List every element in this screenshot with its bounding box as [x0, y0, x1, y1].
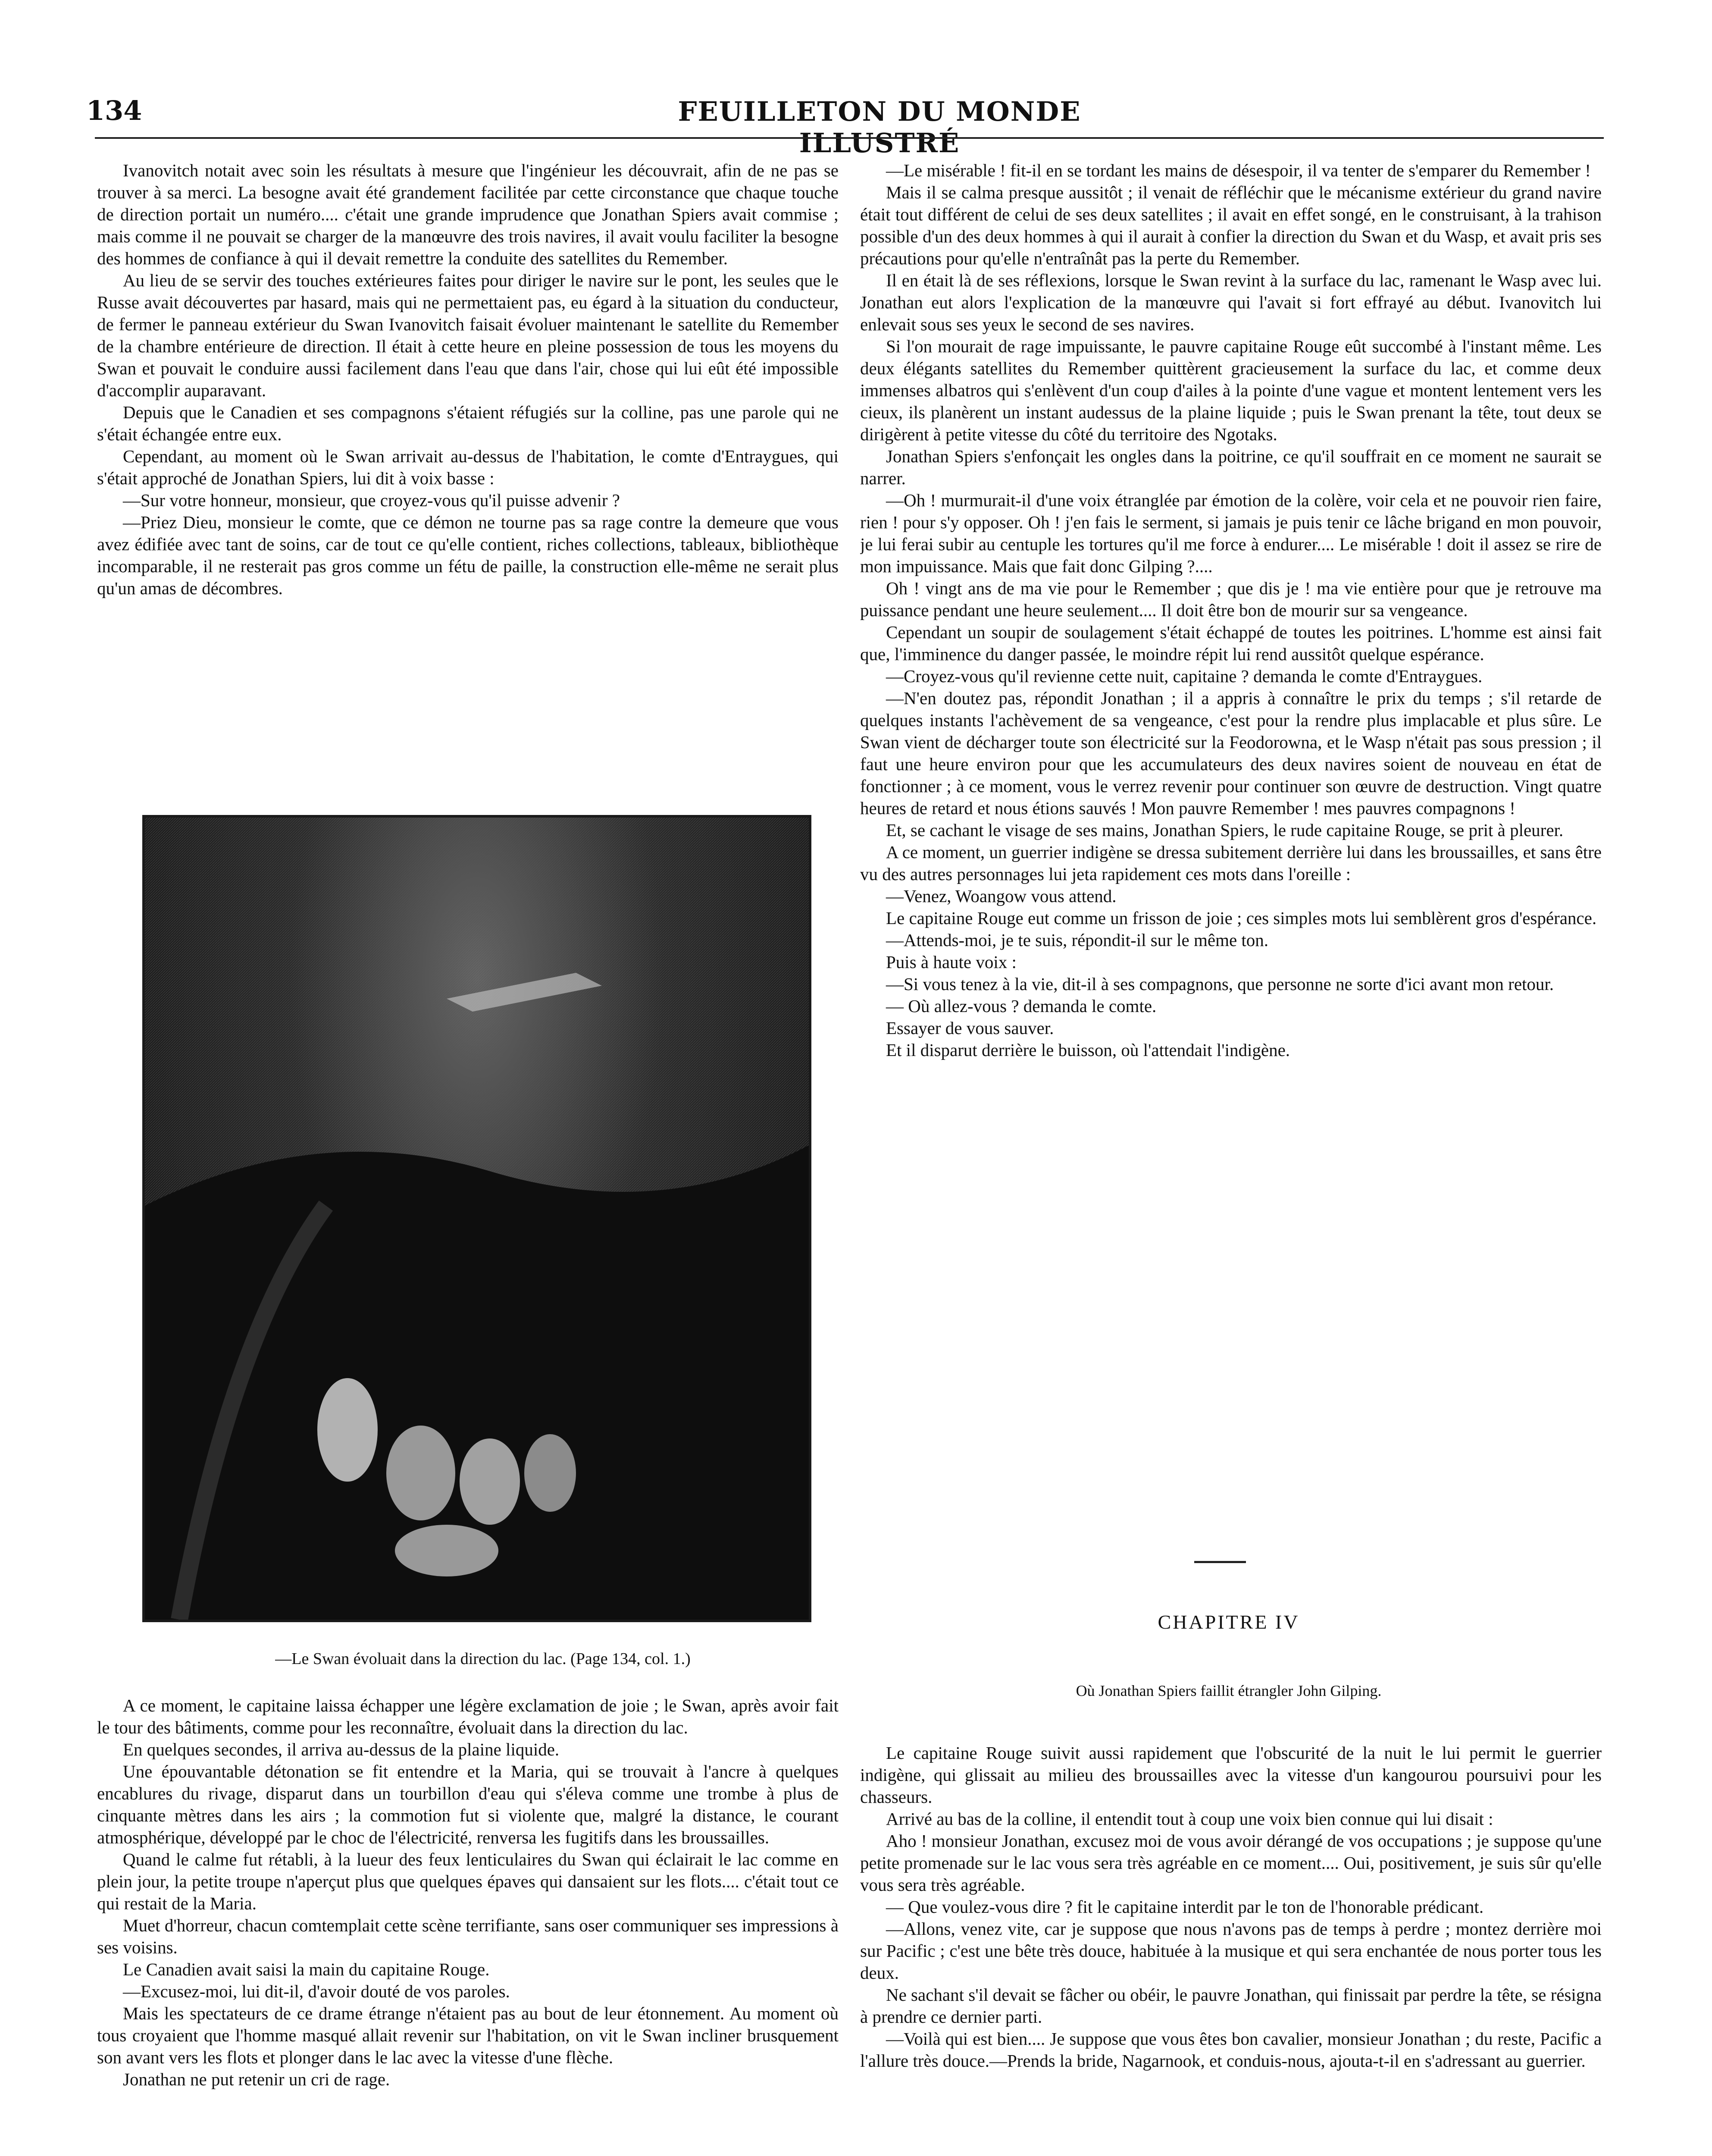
paragraph: Au lieu de se servir des touches extérieures faites pour diriger le navire sur le pont, les seules que le Russe avait découvertes par hasard, mais qui ne permettaient pas, eu égard à la situation du conducteur, de fermer le panneau extérieur du Swan Ivanovitch faisait évoluer maintenant le satellite du Remember de la chambre entérieure de direction. Il était à cette heure en pleine possession de tous les moyens du Swan et pouvait le conduire aussi facilement dans l'eau que dans l'air, chose qui lui eût été impossible d'accomplir auparavant. — [97, 270, 839, 400]
paragraph: Et il disparut derrière le buisson, où l'attendait l'indigène. — [886, 1040, 1290, 1060]
paragraph: —Le misérable ! fit-il en se tordant les mains de désespoir, il va tenter de s'emparer du Remember ! — [886, 160, 1591, 180]
left-column-bottom — [97, 1695, 839, 2156]
paragraph: Mais les spectateurs de ce drame étrange n'étaient pas au bout de leur étonnement. Au moment où tous croyaient que l'homme masqué allait revenir sur l'habitation, on vit le Swan incliner brusquement son avant vers les flots et plonger dans le lac avec la vitesse d'une flèche. — [97, 2003, 839, 2067]
chapter-title: CHAPITRE IV — [1158, 1611, 1300, 1633]
engraving-illustration — [142, 815, 811, 1622]
left-column-top — [97, 160, 839, 785]
paragraph: Cependant, au moment où le Swan arrivait au-dessus de l'habitation, le comte d'Entraygues, qui s'était approché de Jonathan Spiers, lui dit à voix basse : — [97, 446, 839, 488]
paragraph: Ivanovitch notait avec soin les résultats à mesure que l'ingénieur les découvrait, afin de ne pas se trouver à sa merci. La besogne avait été grandement facilitée par cette circonstance que chaque touche de direction portait un numéro.... c'était une grande imprudence que Jonathan Spiers avait commise ; mais comme il ne pouvait se charger de la manœuvre des trois navires, il avait voulu faciliter la besogne des hommes de confiance à qui il devait remettre la conduite des satellites du Remember. — [97, 160, 839, 268]
paragraph: Cependant un soupir de soulagement s'était échappé de toutes les poitrines. L'homme est ainsi fait que, l'imminence du danger passée, le moindre répit lui rend aussitôt quelque espérance. — [860, 622, 1602, 664]
paragraph: —N'en doutez pas, répondit Jonathan ; il a appris à connaître le prix du temps ; s'il retarde de quelques instants l'achèvement de sa vengeance, c'est pour la rendre plus implacable et plus sûre. Le Swan vient de décharger toute son électricité sur la Feodorowna, et le Wasp n'était pas sous pression ; il faut une heure environ pour que les accumulateurs des deux navires soient de nouveau en état de fonctionner ; à ce moment, vous le verrez revenir pour continuer son œuvre de destruction. Vingt quatre heures de retard et nous étions sauvés ! Mon pauvre Remember ! mes pauvres compagnons ! — [860, 688, 1602, 818]
paragraph: —Excusez-moi, lui dit-il, d'avoir douté de vos paroles. — [123, 1981, 510, 2001]
paragraph: —Priez Dieu, monsieur le comte, que ce démon ne tourne pas sa rage contre la demeure que vous avez édifiée avec tant de soins, car de tout ce qu'elle contient, riches collections, tableaux, bibliothèque incomparable, il ne resterait pas gros comme un fétu de paille, la construction elle-même ne serait plus qu'un amas de décombres. — [97, 512, 839, 598]
paragraph: Muet d'horreur, chacun comtemplait cette scène terrifiante, sans oser communiquer ses impressions à ses voisins. — [97, 1915, 839, 1957]
paragraph: Arrivé au bas de la colline, il entendit tout à coup une voix bien connue qui lui disait : — [886, 1809, 1493, 1829]
paragraph: —Croyez-vous qu'il revienne cette nuit, capitaine ? demanda le comte d'Entraygues. — [886, 666, 1483, 686]
right-column-bottom — [860, 1742, 1602, 2156]
paragraph: —Oh ! murmurait-il d'une voix étranglée par émotion de la colère, voir cela et ne pouvoir rien faire, rien ! pour s'y opposer. Oh ! j'en fais le serment, si jamais je puis tenir ce lâche brigand en mon pouvoir, je lui ferai subir au centuple les tortures qu'il me force à endurer.... Le misérable ! doit il assez se rire de mon impuissance. Mais que fait donc Gilping ?.... — [860, 490, 1602, 576]
illustration-caption: —Le Swan évoluait dans la direction du lac. (Page 134, col. 1.) — [275, 1650, 691, 1668]
paragraph: Jonathan Spiers s'enfonçait les ongles dans la poitrine, ce qu'il souffrait en ce moment ne saurait se narrer. — [860, 446, 1602, 488]
chapter-subtitle: Où Jonathan Spiers faillit étrangler John Gilping. — [1076, 1682, 1382, 1699]
running-head: FEUILLETON DU MONDE ILLUSTRÉ — [678, 96, 1081, 159]
paragraph: Le capitaine Rouge suivit aussi rapidement que l'obscurité de la nuit le lui permit le guerrier indigène, qui glissait au milieu des broussailles avec la vitesse d'un kangourou poursuivi pour les chasseurs. — [860, 1743, 1602, 1807]
paragraph: Mais il se calma presque aussitôt ; il venait de réfléchir que le mécanisme extérieur du grand navire était tout différent de celui de ses deux satellites ; il avait en effet songé, en le construisant, à la trahison possible d'un des deux hommes à qui il aurait à confier la direction du Swan et du Wasp, et avait pris ses précautions pour qu'elle n'entraînât pas la perte du Remember. — [860, 182, 1602, 268]
paragraph: Essayer de vous sauver. — [886, 1018, 1054, 1038]
paragraph: —Attends-moi, je te suis, répondit-il sur le même ton. — [886, 930, 1269, 950]
chapter-rule — [1194, 1561, 1246, 1563]
paragraph: Jonathan ne put retenir un cri de rage. — [123, 2069, 390, 2089]
paragraph: —Allons, venez vite, car je suppose que nous n'avons pas de temps à perdre ; montez derrière moi sur Pacific ; c'est une bête très douce, habituée à la musique et qui sera enchantée de nous porter tous les deux. — [860, 1919, 1602, 1983]
paragraph: Quand le calme fut rétabli, à la lueur des feux lenticulaires du Swan qui éclairait le lac comme en plein jour, la petite troupe n'aperçut plus que quelques épaves qui dansaient sur les flots.... c'était tout ce qui restait de la Maria. — [97, 1849, 839, 1913]
paragraph: —Si vous tenez à la vie, dit-il à ses compagnons, que personne ne sorte d'ici avant mon retour. — [886, 974, 1554, 994]
paragraph: — Que voulez-vous dire ? fit le capitaine interdit par le ton de l'honorable prédicant. — [886, 1897, 1484, 1917]
paragraph: Le capitaine Rouge eut comme un frisson de joie ; ces simples mots lui semblèrent gros d'espérance. — [886, 908, 1597, 928]
night-scene-image — [145, 818, 809, 1620]
paragraph: En quelques secondes, il arriva au-dessus de la plaine liquide. — [123, 1739, 560, 1759]
paragraph: A ce moment, un guerrier indigène se dressa subitement derrière lui dans les broussailles, et sans être vu des autres personnages lui jeta rapidement ces mots dans l'oreille : — [860, 842, 1602, 884]
header-rule — [95, 137, 1604, 139]
right-column-top — [860, 160, 1602, 1583]
page-number: 134 — [86, 95, 142, 126]
paragraph: Oh ! vingt ans de ma vie pour le Remember ; que dis je ! ma vie entière pour que je retrouve ma puissance pendant une heure seulement.... Il doit être bon de mourir sur sa vengeance. — [860, 578, 1602, 620]
paragraph: Puis à haute voix : — [886, 952, 1017, 972]
paragraph: Il en était là de ses réflexions, lorsque le Swan revint à la surface du lac, ramenant le Wasp avec lui. Jonathan eut alors l'explication de la manœuvre qui l'avait si fort effrayé au début. Ivanovitch lui enlevait sous ses yeux le second de ses navires. — [860, 270, 1602, 334]
paragraph: Depuis que le Canadien et ses compagnons s'étaient réfugiés sur la colline, pas une parole qui ne s'était échangée entre eux. — [97, 402, 839, 444]
paragraph: —Sur votre honneur, monsieur, que croyez-vous qu'il puisse advenir ? — [123, 490, 620, 510]
paragraph: —Voilà qui est bien.... Je suppose que vous êtes bon cavalier, monsieur Jonathan ; du reste, Pacific a l'allure très douce.—Prends la bride, Nagarnook, et conduis-nous, ajouta-t-il en s'adressant au guerrier. — [860, 2029, 1602, 2071]
paragraph: Aho ! monsieur Jonathan, excusez moi de vous avoir dérangé de vos occupations ; je suppose qu'une petite promenade sur le lac vous sera très agréable en ce moment.... Oui, positivement, je suis sûr qu'elle vous sera très agréable. — [860, 1831, 1602, 1895]
paragraph: Et, se cachant le visage de ses mains, Jonathan Spiers, le rude capitaine Rouge, se prit à pleurer. — [886, 820, 1564, 840]
paragraph: A ce moment, le capitaine laissa échapper une légère exclamation de joie ; le Swan, après avoir fait le tour des bâtiments, comme pour les reconnaître, évoluait dans la direction du lac. — [97, 1695, 839, 1737]
paragraph: Une épouvantable détonation se fit entendre et la Maria, qui se trouvait à l'ancre à quelques encablures du rivage, disparut dans un tourbillon d'eau qui s'éleva comme une trombe à plus de cinquante mètres dans les airs ; la commotion fut si violente que, malgré la distance, le courant atmosphérique, développé par le choc de l'électricité, renversa les fugitifs dans les broussailles. — [97, 1761, 839, 1847]
paragraph: Ne sachant s'il devait se fâcher ou obéir, le pauvre Jonathan, qui finissait par perdre la tête, se résigna à prendre ce dernier parti. — [860, 1985, 1602, 2027]
paragraph: —Venez, Woangow vous attend. — [886, 886, 1117, 906]
paragraph: — Où allez-vous ? demanda le comte. — [886, 996, 1157, 1016]
paragraph: Le Canadien avait saisi la main du capitaine Rouge. — [123, 1959, 490, 1979]
paragraph: Si l'on mourait de rage impuissante, le pauvre capitaine Rouge eût succombé à l'instant même. Les deux élégants satellites du Remember quittèrent gracieusement la surface du lac, et comme deux immenses albatros qui s'enlèvent d'un coup d'ailes à la pointe d'une vague et montent lentement vers les cieux, ils planèrent un instant audessus de la plaine liquide ; puis le Swan prenant la tête, tout deux se dirigèrent à petite vitesse du côté du territoire des Ngotaks. — [860, 336, 1602, 444]
